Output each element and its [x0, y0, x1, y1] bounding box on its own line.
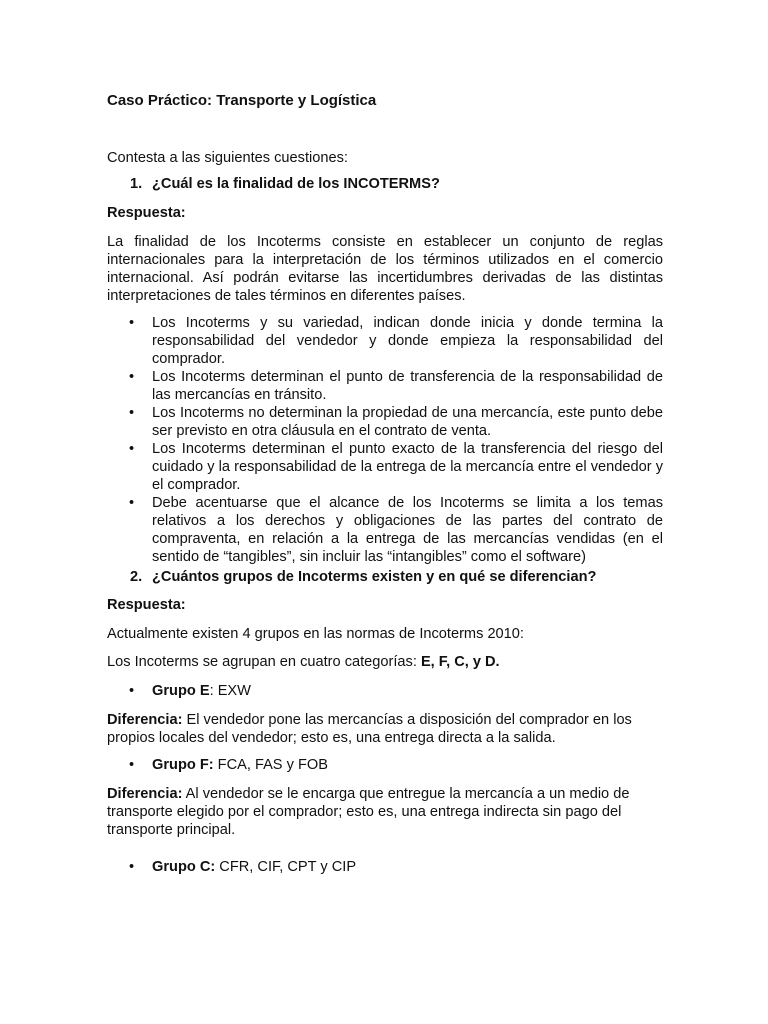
list-item: • Los Incoterms y su variedad, indican donde inicia y donde termina la responsabilidad del vendedor y donde empieza la responsabilidad del comprador. [125, 314, 663, 368]
group-c-terms: CFR, CIF, CPT y CIP [219, 859, 357, 875]
categories-prefix: Los Incoterms se agrupan en cuatro categorías: [107, 654, 421, 670]
categories-list: E, F, C, y D. [420, 654, 500, 670]
group-f-label: Grupo F: [152, 757, 214, 773]
question-1 [130, 176, 440, 192]
question-1-bullet-list [125, 314, 663, 566]
document-title: Caso Práctico: Transporte y Logística [107, 92, 377, 109]
question-1-answer-label: Respuesta: [107, 205, 186, 221]
group-e-difference-label: Diferencia: [107, 712, 183, 728]
group-e-difference [107, 711, 667, 747]
group-f-difference-label: Diferencia: [107, 786, 183, 802]
question-2-line-1: Actualmente existen 4 grupos en las normas de Incoterms 2010: [107, 626, 524, 642]
question-1-text: ¿Cuál es la finalidad de los INCOTERMS? [152, 176, 440, 192]
question-1-paragraph: La finalidad de los Incoterms consiste en establecer un conjunto de reglas internacionales para la interpretación de los términos utilizados en el comercio internacional. Así podrán evitarse las incertidumbres derivadas de las distintas interpretaciones de tales términos en diferentes países. [107, 234, 663, 304]
group-c-label: Grupo C: [152, 859, 216, 875]
group-c-item [130, 859, 356, 875]
group-e-item [130, 683, 251, 699]
group-e-label: Grupo E [152, 683, 210, 699]
group-f-difference [107, 785, 667, 839]
group-f-item [130, 757, 328, 773]
question-2-text: ¿Cuántos grupos de Incoterms existen y en qué se diferencian? [152, 569, 597, 585]
question-2-line-2 [107, 654, 500, 670]
question-2-number: 2. [130, 569, 143, 585]
group-e-terms: EXW [217, 683, 251, 699]
group-e-difference-text: El vendedor pone las mercancías a disposición del comprador en los propios locales del vendedor; esto es, una entrega directa a la salida. [107, 712, 632, 746]
question-2-answer-label: Respuesta: [107, 597, 186, 613]
question-1-number: 1. [130, 176, 143, 192]
list-item: • Debe acentuarse que el alcance de los Incoterms se limita a los temas relativos a los derechos y obligaciones de las partes del contrato de compraventa, en relación a la entrega de las mercancías vendidas (en el sentido de “tangibles”, sin incluir las “intangibles” como el software) [125, 494, 663, 566]
list-item: • Los Incoterms determinan el punto de transferencia de la responsabilidad de las mercancías en tránsito. [125, 368, 663, 404]
list-item: • Los Incoterms determinan el punto exacto de la transferencia del riesgo del cuidado y la responsabilidad de la entrega de la mercancía entre el vendedor y el comprador. [125, 440, 663, 494]
group-f-terms: FCA, FAS y FOB [217, 757, 328, 773]
question-2 [130, 569, 596, 585]
list-item: • Los Incoterms no determinan la propiedad de una mercancía, este punto debe ser previsto en otra cláusula en el contrato de venta. [125, 404, 663, 440]
intro-text: Contesta a las siguientes cuestiones: [107, 150, 348, 166]
group-e-separator: : [209, 683, 218, 699]
group-f-difference-text: Al vendedor se le encarga que entregue la mercancía a un medio de transporte elegido por el comprador; esto es, una entrega indirecta sin pago del transporte principal. [107, 786, 630, 838]
